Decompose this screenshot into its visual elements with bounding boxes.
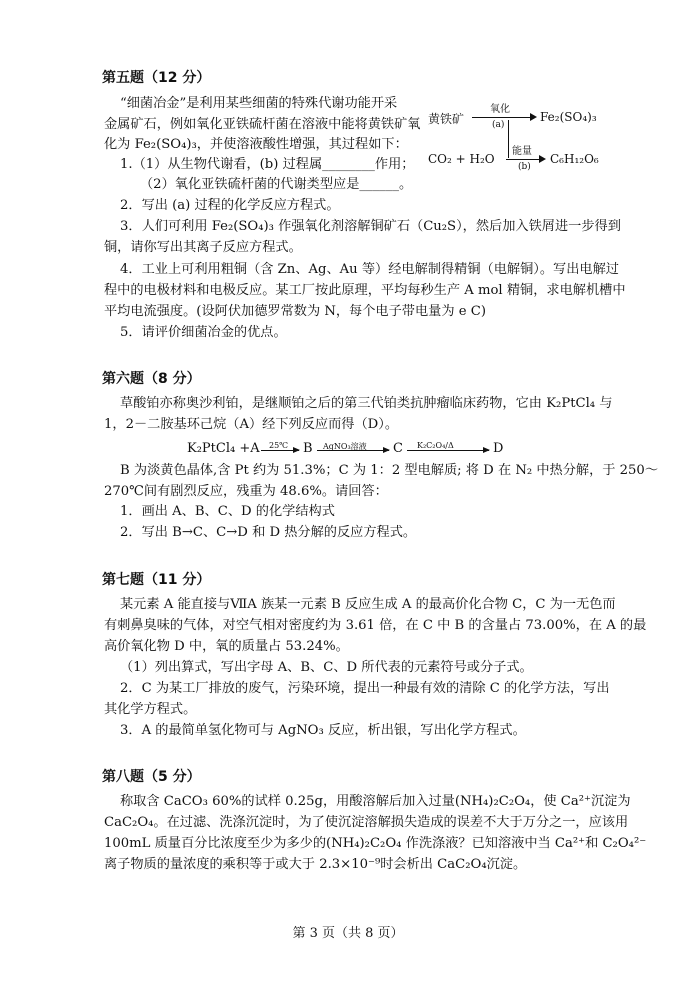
q7-line-1: 某元素 A 能直接与ⅦA 族某一元素 B 反应生成 A 的最高价化合物 C，C 为一无色而 [120, 597, 616, 612]
q7-line-2: 有刺鼻臭味的气体，对空气相对密度约为 3.61 倍，在 C 中 B 的含量占 73.00%，在 A 的最 [104, 618, 647, 633]
eq-b: B [303, 441, 313, 456]
q7-question-3: 3．A 的最简单氢化物可与 AgNO₃ 反应，析出银，写出化学方程式。 [120, 723, 526, 738]
q5-heading: 第五题（12 分） [102, 70, 211, 86]
diagram-arrow-b [506, 159, 542, 160]
q5-process-diagram [420, 98, 660, 182]
q6-reaction-equation [187, 438, 517, 460]
q7-line-3: 高价氧化物 D 中，氧的质量占 53.24%。 [104, 639, 349, 654]
q6-question-1: 1．画出 A、B、C、D 的化学结构式 [120, 504, 335, 519]
q7-question-2: 2．C 为某工厂排放的废气，污染环境，提出一种最有效的清除 C 的化学方法，写出 [120, 681, 610, 696]
diagram-arrow-a [472, 117, 534, 118]
diagram-product: Fe₂(SO₄)₃ [540, 110, 597, 124]
diagram-reactants: CO₂ + H₂O [428, 152, 495, 166]
eq-c: C [393, 441, 403, 456]
q7-heading: 第七题（11 分） [102, 572, 211, 588]
eq-arrow-3 [407, 450, 489, 451]
q8-line-2: CaC₂O₄。在过滤、洗涤沉淀时，为了使沉淀溶解损失造成的误差不大于万分之一，应该用 [104, 815, 629, 830]
diagram-arrowhead-a [530, 113, 537, 121]
diagram-ore: 黄铁矿 [428, 112, 465, 126]
q5-line-2: 金属矿石，例如氧化亚铁硫杆菌在溶液中能将黄铁矿氧 [104, 117, 421, 132]
diagram-label-a: (a) [492, 120, 505, 130]
q7-question-1: （1）列出算式，写出字母 A、B、C、D 所代表的元素符号或分子式。 [120, 660, 533, 675]
q8-heading: 第八题（5 分） [102, 769, 201, 785]
q5-question-5: 5．请评价细菌冶金的优点。 [120, 325, 287, 340]
q8-line-4: 离子物质的量浓度的乘积等于或大于 2.3×10⁻⁹时会析出 CaC₂O₄沉淀。 [104, 857, 527, 872]
diagram-arrowhead-b [539, 155, 546, 163]
eq-d: D [493, 441, 504, 456]
diagram-energy-label: 能量 [512, 146, 532, 157]
q8-line-1: 称取含 CaCO₃ 60%的试样 0.25g，用酸溶解后加入过量(NH₄)₂C₂O₄，使 Ca²⁺沉淀为 [120, 794, 631, 809]
diagram-label-b: (b) [518, 162, 531, 172]
q5-line-3: 化为 Fe₂(SO₄)₃，并使溶液酸性增强，其过程如下： [104, 137, 408, 152]
q6-heading: 第六题（8 分） [102, 371, 201, 387]
q6-line-2: 1，2－二胺基环己烷（A）经下列反应而得（D）。 [104, 417, 399, 432]
q5-question-2: 2．写出 (a) 过程的化学反应方程式。 [120, 198, 340, 213]
eq-start: K₂PtCl₄ +A [187, 441, 260, 456]
eq-cond-3: K₂C₂O₄/Δ [417, 441, 454, 450]
diagram-oxidation-label: 氧化 [490, 104, 510, 115]
q6-line-4: 270℃间有剧烈反应，残重为 48.6%。请回答： [104, 484, 388, 499]
q5-question-1-2: （2）氧化亚铁硫杆菌的代谢类型应是______。 [140, 177, 413, 192]
q5-line-1: “细菌冶金”是利用某些细菌的特殊代谢功能开采 [120, 96, 398, 111]
q5-question-3-cont: 铜，请你写出其离子反应方程式。 [104, 240, 302, 255]
eq-cond-1: 25℃ [269, 441, 289, 450]
q5-question-4: 4．工业上可利用粗铜（含 Zn、Ag、Au 等）经电解制得精铜（电解铜）。写出电解过 [120, 262, 619, 277]
q6-question-2: 2．写出 B→C、C→D 和 D 热分解的反应方程式。 [120, 525, 417, 540]
eq-arrow-1 [261, 450, 299, 451]
diagram-vertical-line [508, 120, 509, 158]
q5-question-4-cont-1: 程中的电极材料和电极反应。某工厂按此原理，平均每秒生产 A mol 精铜，求电解机槽中 [104, 283, 626, 298]
q5-question-1: 1.（1）从生物代谢看，(b) 过程属________作用； [120, 157, 415, 172]
q7-question-2-cont: 其化学方程式。 [104, 702, 197, 717]
q5-question-4-cont-2: 平均电流强度。(设阿伏加德罗常数为 N，每个电子带电量为 e C) [104, 304, 486, 319]
q5-question-3: 3．人们可利用 Fe₂(SO₄)₃ 作强氧化剂溶解铜矿石（Cu₂S），然后加入铁屑进一步得到 [120, 219, 621, 234]
eq-cond-2: AgNO₃溶液 [323, 442, 367, 451]
q6-line-1: 草酸铂亦称奥沙利铂，是继顺铂之后的第三代铂类抗肿瘤临床药物，它由 K₂PtCl₄ 与 [120, 396, 613, 411]
q6-line-3: B 为淡黄色晶体,含 Pt 约为 51.3%；C 为 1：2 型电解质; 将 D 在 N₂ 中热分解，于 250～ [120, 463, 659, 478]
q8-line-3: 100mL 质量百分比浓度至少为多少的(NH₄)₂C₂O₄ 作洗涤液？已知溶液中当 Ca²⁺和 C₂O₄²⁻ [104, 836, 647, 851]
page-footer: 第 3 页（共 8 页） [292, 926, 404, 941]
diagram-glucose: C₆H₁₂O₆ [550, 152, 599, 166]
